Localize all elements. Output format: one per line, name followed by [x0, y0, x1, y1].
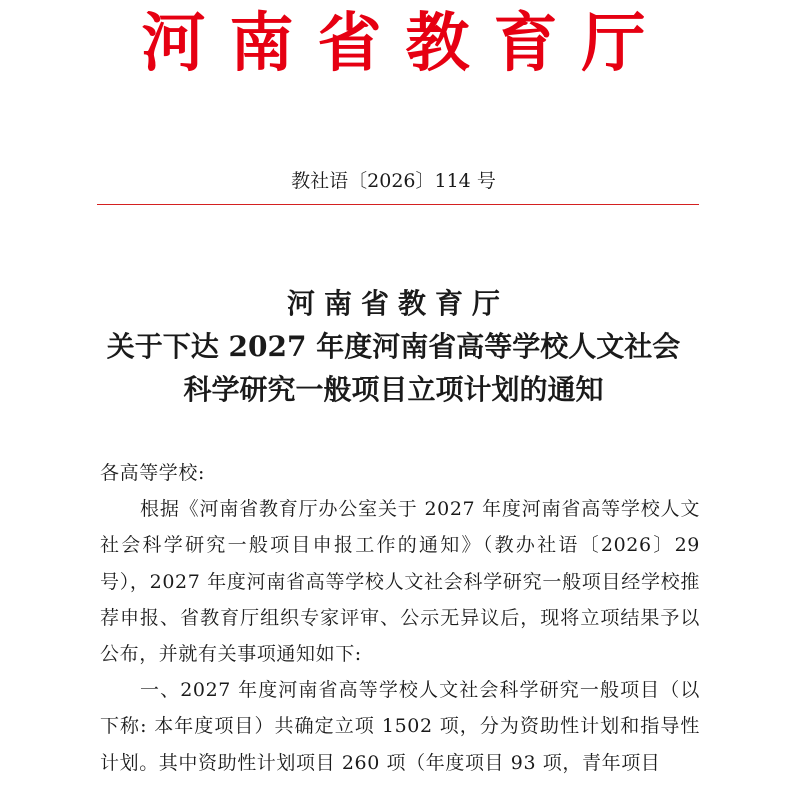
salutation: 各高等学校:: [100, 462, 206, 484]
notice-body: [100, 455, 700, 781]
body-paragraph-1: 根据《河南省教育厅办公室关于 2027 年度河南省高等学校人文社会科学研究一般项目申报工作的通知》（教办社语〔2026〕29 号），2027 年度河南省高等学校人文社会科学研究一般项目经学校推荐申报、省教育厅组织专家评审、公示无异议后，现将立项结果予以公布，并就有关事项通知如下:: [100, 498, 700, 666]
masthead-title: 河南省教育厅: [141, 6, 670, 81]
document-number: 教社语〔2026〕114 号: [291, 170, 496, 192]
title-line-2: 科学研究一般项目立项计划的通知: [183, 373, 604, 406]
title-line-1: 关于下达 2027 年度河南省高等学校人文社会: [106, 330, 681, 363]
body-paragraph-2: 一、2027 年度河南省高等学校人文社会科学研究一般项目（以下称: 本年度项目）共确定立项 1502 项，分为资助性计划和指导性计划。其中资助性计划项目 260 项（年度项目 93 项，青年项目: [100, 679, 700, 774]
red-divider-line: [97, 204, 699, 205]
notice-title: [0, 282, 787, 411]
title-issuer: 河南省教育厅: [286, 287, 509, 320]
